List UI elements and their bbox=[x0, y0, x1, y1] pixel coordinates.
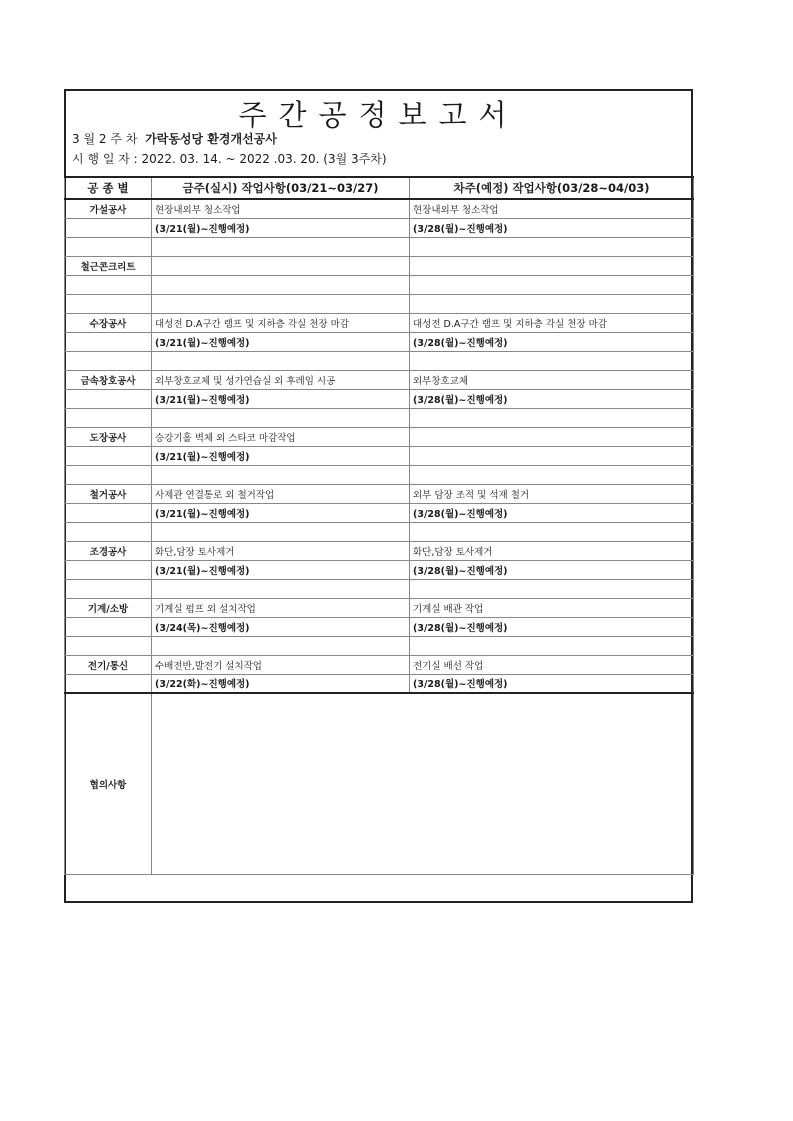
this-week-cell: 수배전반,발전기 설치작업 bbox=[152, 655, 410, 674]
this-week-cell bbox=[152, 579, 410, 598]
this-week-cell: 현장내외부 청소작업 bbox=[152, 199, 410, 218]
project-name: 가락동성당 환경개선공사 bbox=[145, 132, 277, 146]
table-row bbox=[65, 636, 694, 655]
category-cell bbox=[65, 237, 152, 256]
table-row bbox=[65, 370, 694, 389]
category-cell bbox=[65, 218, 152, 237]
header-this-week: 금주(실시) 작업사항(03/21~03/27) bbox=[152, 177, 410, 199]
this-week-cell: (3/21(월)~진행예정) bbox=[152, 560, 410, 579]
next-week-cell bbox=[410, 579, 694, 598]
table-row bbox=[65, 598, 694, 617]
category-cell: 가설공사 bbox=[65, 199, 152, 218]
table-row bbox=[65, 256, 694, 275]
category-cell bbox=[65, 522, 152, 541]
next-week-cell: 화단,담장 토사제거 bbox=[410, 541, 694, 560]
category-cell bbox=[65, 446, 152, 465]
table-row bbox=[65, 332, 694, 351]
consultation-label: 협의사항 bbox=[65, 693, 152, 874]
table-row bbox=[65, 484, 694, 503]
next-week-cell: (3/28(월)~진행예정) bbox=[410, 332, 694, 351]
this-week-cell: 승강기홀 벽체 외 스타코 마감작업 bbox=[152, 427, 410, 446]
table-row bbox=[65, 199, 694, 218]
next-week-cell: (3/28(월)~진행예정) bbox=[410, 503, 694, 522]
next-week-cell: (3/28(월)~진행예정) bbox=[410, 674, 694, 693]
next-week-cell: 현장내외부 청소작업 bbox=[410, 199, 694, 218]
table-row bbox=[65, 408, 694, 427]
category-cell bbox=[65, 275, 152, 294]
table-row bbox=[65, 655, 694, 674]
category-cell bbox=[65, 674, 152, 693]
category-cell bbox=[65, 351, 152, 370]
next-week-cell bbox=[410, 636, 694, 655]
next-week-cell: 외부 담장 조적 및 석재 철거 bbox=[410, 484, 694, 503]
table-row bbox=[65, 218, 694, 237]
category-cell bbox=[65, 332, 152, 351]
this-week-cell: (3/21(월)~진행예정) bbox=[152, 218, 410, 237]
this-week-cell: (3/21(월)~진행예정) bbox=[152, 503, 410, 522]
week-label: 3 월 2 주 차 bbox=[72, 132, 138, 146]
next-week-cell: 대성전 D.A구간 램프 및 지하층 각실 천장 마감 bbox=[410, 313, 694, 332]
this-week-cell bbox=[152, 237, 410, 256]
this-week-cell: 외부창호교체 및 성가연습실 외 후레임 시공 bbox=[152, 370, 410, 389]
next-week-cell: (3/28(월)~진행예정) bbox=[410, 560, 694, 579]
category-cell bbox=[65, 294, 152, 313]
this-week-cell: (3/24(목)~진행예정) bbox=[152, 617, 410, 636]
next-week-cell bbox=[410, 427, 694, 446]
category-cell bbox=[65, 617, 152, 636]
table-row bbox=[65, 313, 694, 332]
this-week-cell: 사제관 연결통로 외 철거작업 bbox=[152, 484, 410, 503]
category-cell: 조경공사 bbox=[65, 541, 152, 560]
next-week-cell: 외부창호교체 bbox=[410, 370, 694, 389]
category-cell bbox=[65, 560, 152, 579]
report-sheet bbox=[64, 89, 693, 903]
next-week-cell: 기계실 배관 작업 bbox=[410, 598, 694, 617]
this-week-cell bbox=[152, 408, 410, 427]
this-week-cell bbox=[152, 294, 410, 313]
consultation-content bbox=[152, 693, 694, 874]
table-row bbox=[65, 446, 694, 465]
category-cell bbox=[65, 503, 152, 522]
next-week-cell bbox=[410, 237, 694, 256]
table-row bbox=[65, 522, 694, 541]
category-cell: 도장공사 bbox=[65, 427, 152, 446]
this-week-cell: (3/22(화)~진행예정) bbox=[152, 674, 410, 693]
table-row bbox=[65, 579, 694, 598]
table-row bbox=[65, 674, 694, 693]
table-row bbox=[65, 351, 694, 370]
this-week-cell bbox=[152, 351, 410, 370]
table-row bbox=[65, 541, 694, 560]
this-week-cell: 화단,담장 토사제거 bbox=[152, 541, 410, 560]
table-row bbox=[65, 427, 694, 446]
this-week-cell bbox=[152, 275, 410, 294]
category-cell bbox=[65, 636, 152, 655]
next-week-cell: (3/28(월)~진행예정) bbox=[410, 617, 694, 636]
this-week-cell: 기계실 펌프 외 설치작업 bbox=[152, 598, 410, 617]
this-week-cell: 대성전 D.A구간 램프 및 지하층 각실 천장 마감 bbox=[152, 313, 410, 332]
next-week-cell bbox=[410, 465, 694, 484]
report-title: 주간공정보고서 bbox=[238, 98, 519, 132]
work-table bbox=[64, 176, 694, 875]
header-next-week: 차주(예정) 작업사항(03/28~04/03) bbox=[410, 177, 694, 199]
table-row bbox=[65, 275, 694, 294]
consultation-row bbox=[65, 693, 694, 874]
next-week-cell bbox=[410, 408, 694, 427]
category-cell bbox=[65, 579, 152, 598]
table-row bbox=[65, 237, 694, 256]
next-week-cell bbox=[410, 294, 694, 313]
category-cell: 기계/소방 bbox=[65, 598, 152, 617]
table-row bbox=[65, 465, 694, 484]
table-row bbox=[65, 560, 694, 579]
table-row bbox=[65, 389, 694, 408]
period-line bbox=[72, 150, 387, 167]
next-week-cell bbox=[410, 522, 694, 541]
this-week-cell: (3/21(월)~진행예정) bbox=[152, 332, 410, 351]
next-week-cell: 전기실 배선 작업 bbox=[410, 655, 694, 674]
this-week-cell bbox=[152, 522, 410, 541]
category-cell: 철거공사 bbox=[65, 484, 152, 503]
category-cell bbox=[65, 408, 152, 427]
next-week-cell bbox=[410, 256, 694, 275]
this-week-cell: (3/21(월)~진행예정) bbox=[152, 389, 410, 408]
category-cell: 전기/통신 bbox=[65, 655, 152, 674]
category-cell bbox=[65, 389, 152, 408]
this-week-cell bbox=[152, 465, 410, 484]
period-label: 시 행 일 자 bbox=[72, 152, 130, 166]
category-cell: 철근콘크리트 bbox=[65, 256, 152, 275]
next-week-cell bbox=[410, 446, 694, 465]
next-week-cell: (3/28(월)~진행예정) bbox=[410, 389, 694, 408]
next-week-cell bbox=[410, 351, 694, 370]
category-cell bbox=[65, 465, 152, 484]
header-row bbox=[65, 177, 694, 199]
table-row bbox=[65, 294, 694, 313]
category-cell: 수장공사 bbox=[65, 313, 152, 332]
header-category: 공 종 별 bbox=[65, 177, 152, 199]
this-week-cell: (3/21(월)~진행예정) bbox=[152, 446, 410, 465]
week-line bbox=[72, 130, 277, 147]
next-week-cell: (3/28(월)~진행예정) bbox=[410, 218, 694, 237]
period-value: : 2022. 03. 14. ~ 2022 .03. 20. (3월 3주차) bbox=[133, 152, 387, 166]
category-cell: 금속창호공사 bbox=[65, 370, 152, 389]
this-week-cell bbox=[152, 256, 410, 275]
this-week-cell bbox=[152, 636, 410, 655]
next-week-cell bbox=[410, 275, 694, 294]
table-row bbox=[65, 617, 694, 636]
table-row bbox=[65, 503, 694, 522]
